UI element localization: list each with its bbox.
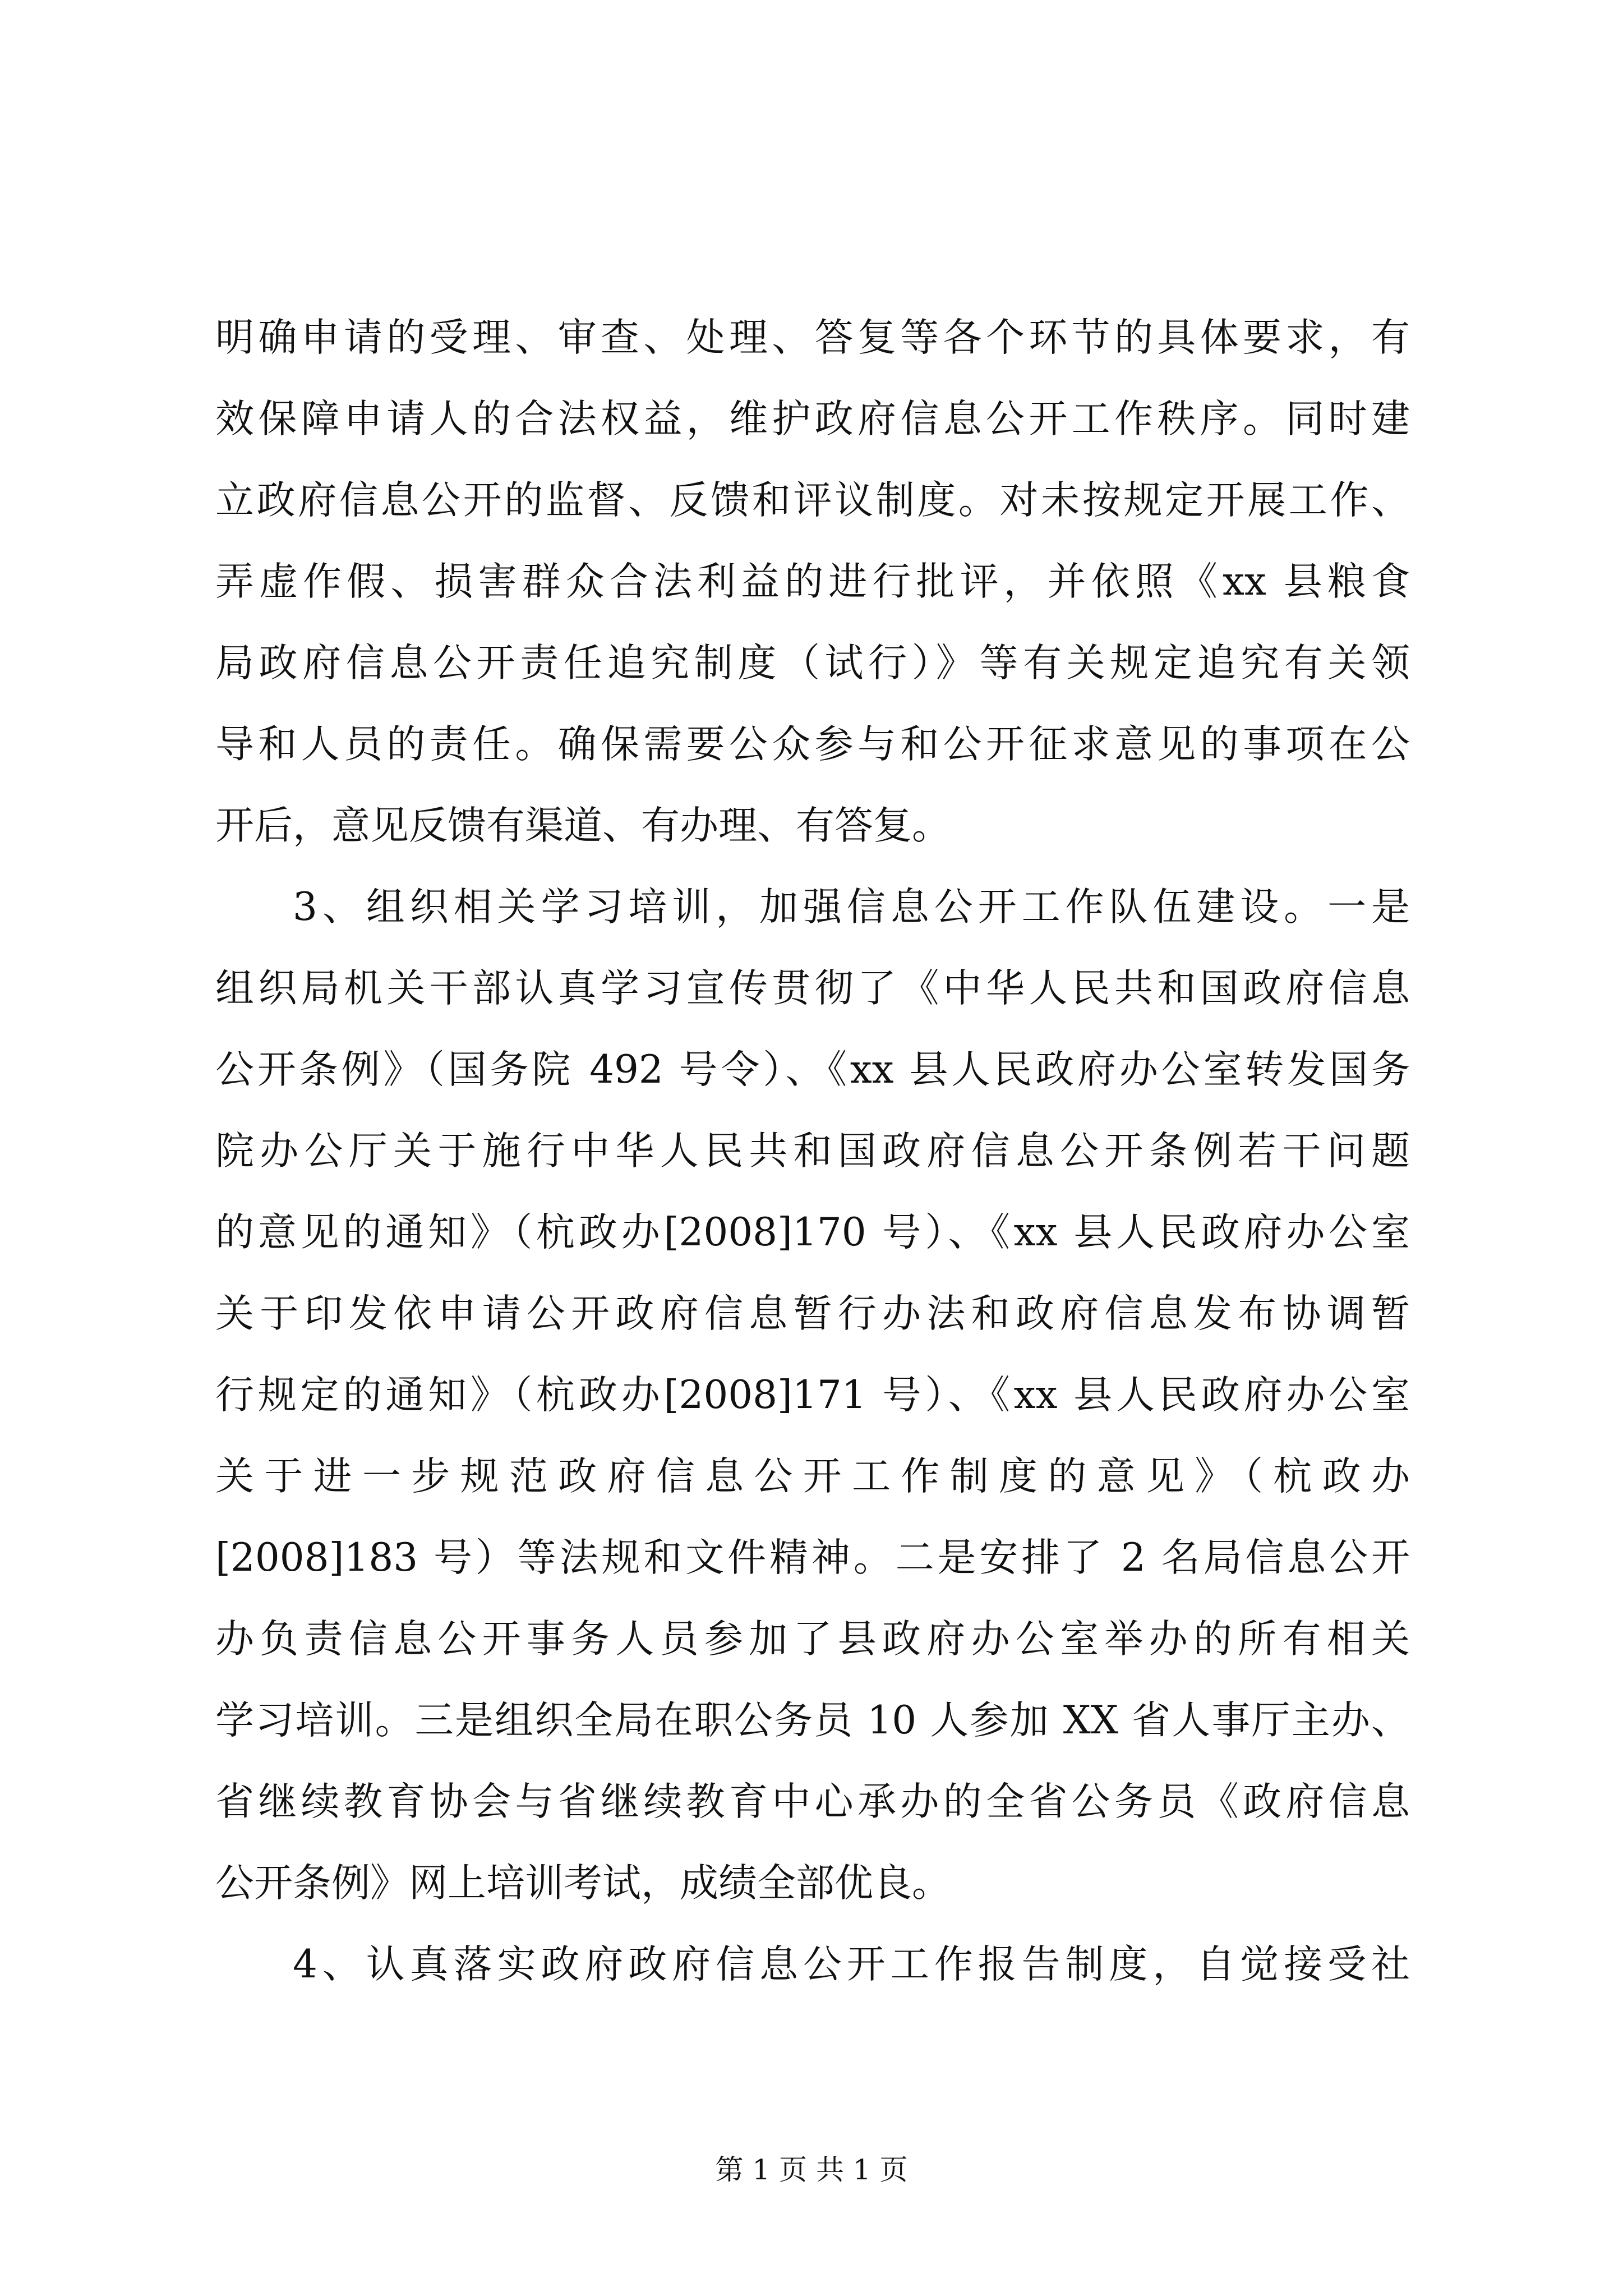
text-line: 局政府信息公开责任追究制度（试行）》等有关规定追究有关领 bbox=[215, 641, 1410, 685]
text-line: 关于进一步规范政府信息公开工作制度的意见》（杭政办 bbox=[215, 1454, 1410, 1499]
text-line: 明确申请的受理、审查、处理、答复等各个环节的具体要求，有 bbox=[215, 315, 1410, 360]
paragraph bbox=[215, 867, 1410, 1924]
page-footer bbox=[0, 2153, 1623, 2187]
text-line: 组织局机关干部认真学习宣传贯彻了《中华人民共和国政府信息 bbox=[215, 966, 1410, 1011]
text-line: 办负责信息公开事务人员参加了县政府办公室举办的所有相关 bbox=[215, 1617, 1410, 1662]
text-line: 公开条例》网上培训考试，成绩全部优良。 bbox=[215, 1861, 951, 1906]
text-line: 弄虚作假、损害群众合法利益的进行批评，并依照《xx 县粮食 bbox=[215, 559, 1410, 604]
text-line: 公开条例》（国务院 492 号令）、《xx 县人民政府办公室转发国务 bbox=[215, 1047, 1410, 1092]
text-line: 关于印发依申请公开政府信息暂行办法和政府信息发布协调暂 bbox=[215, 1291, 1410, 1336]
text-line: [2008]183 号）等法规和文件精神。二是安排了 2 名局信息公开 bbox=[215, 1535, 1410, 1580]
text-line: 院办公厅关于施行中华人民共和国政府信息公开条例若干问题 bbox=[215, 1129, 1410, 1174]
text-line: 的意见的通知》（杭政办[2008]170 号）、《xx 县人民政府办公室 bbox=[215, 1210, 1410, 1255]
text-line: 省继续教育协会与省继续教育中心承办的全省公务员《政府信息 bbox=[215, 1779, 1410, 1824]
text-line: 学习培训。三是组织全局在职公务员 10 人参加 XX 省人事厅主办、 bbox=[215, 1698, 1410, 1743]
text-line: 导和人员的责任。确保需要公众参与和公开征求意见的事项在公 bbox=[215, 722, 1410, 767]
text-line: 效保障申请人的合法权益，维护政府信息公开工作秩序。同时建 bbox=[215, 397, 1410, 441]
paragraph bbox=[215, 1924, 1410, 2005]
page-number-label: 第 1 页 共 1 页 bbox=[715, 2154, 908, 2186]
text-line: 3、组织相关学习培训，加强信息公开工作队伍建设。一是 bbox=[293, 885, 1410, 930]
text-line: 立政府信息公开的监督、反馈和评议制度。对未按规定开展工作、 bbox=[215, 478, 1410, 523]
text-line: 4、认真落实政府政府信息公开工作报告制度，自觉接受社 bbox=[293, 1942, 1410, 1987]
text-line: 开后，意见反馈有渠道、有办理、有答复。 bbox=[215, 803, 951, 848]
text-line: 行规定的通知》（杭政办[2008]171 号）、《xx 县人民政府办公室 bbox=[215, 1373, 1410, 1418]
body-text bbox=[215, 297, 1410, 2005]
paragraph bbox=[215, 297, 1410, 867]
